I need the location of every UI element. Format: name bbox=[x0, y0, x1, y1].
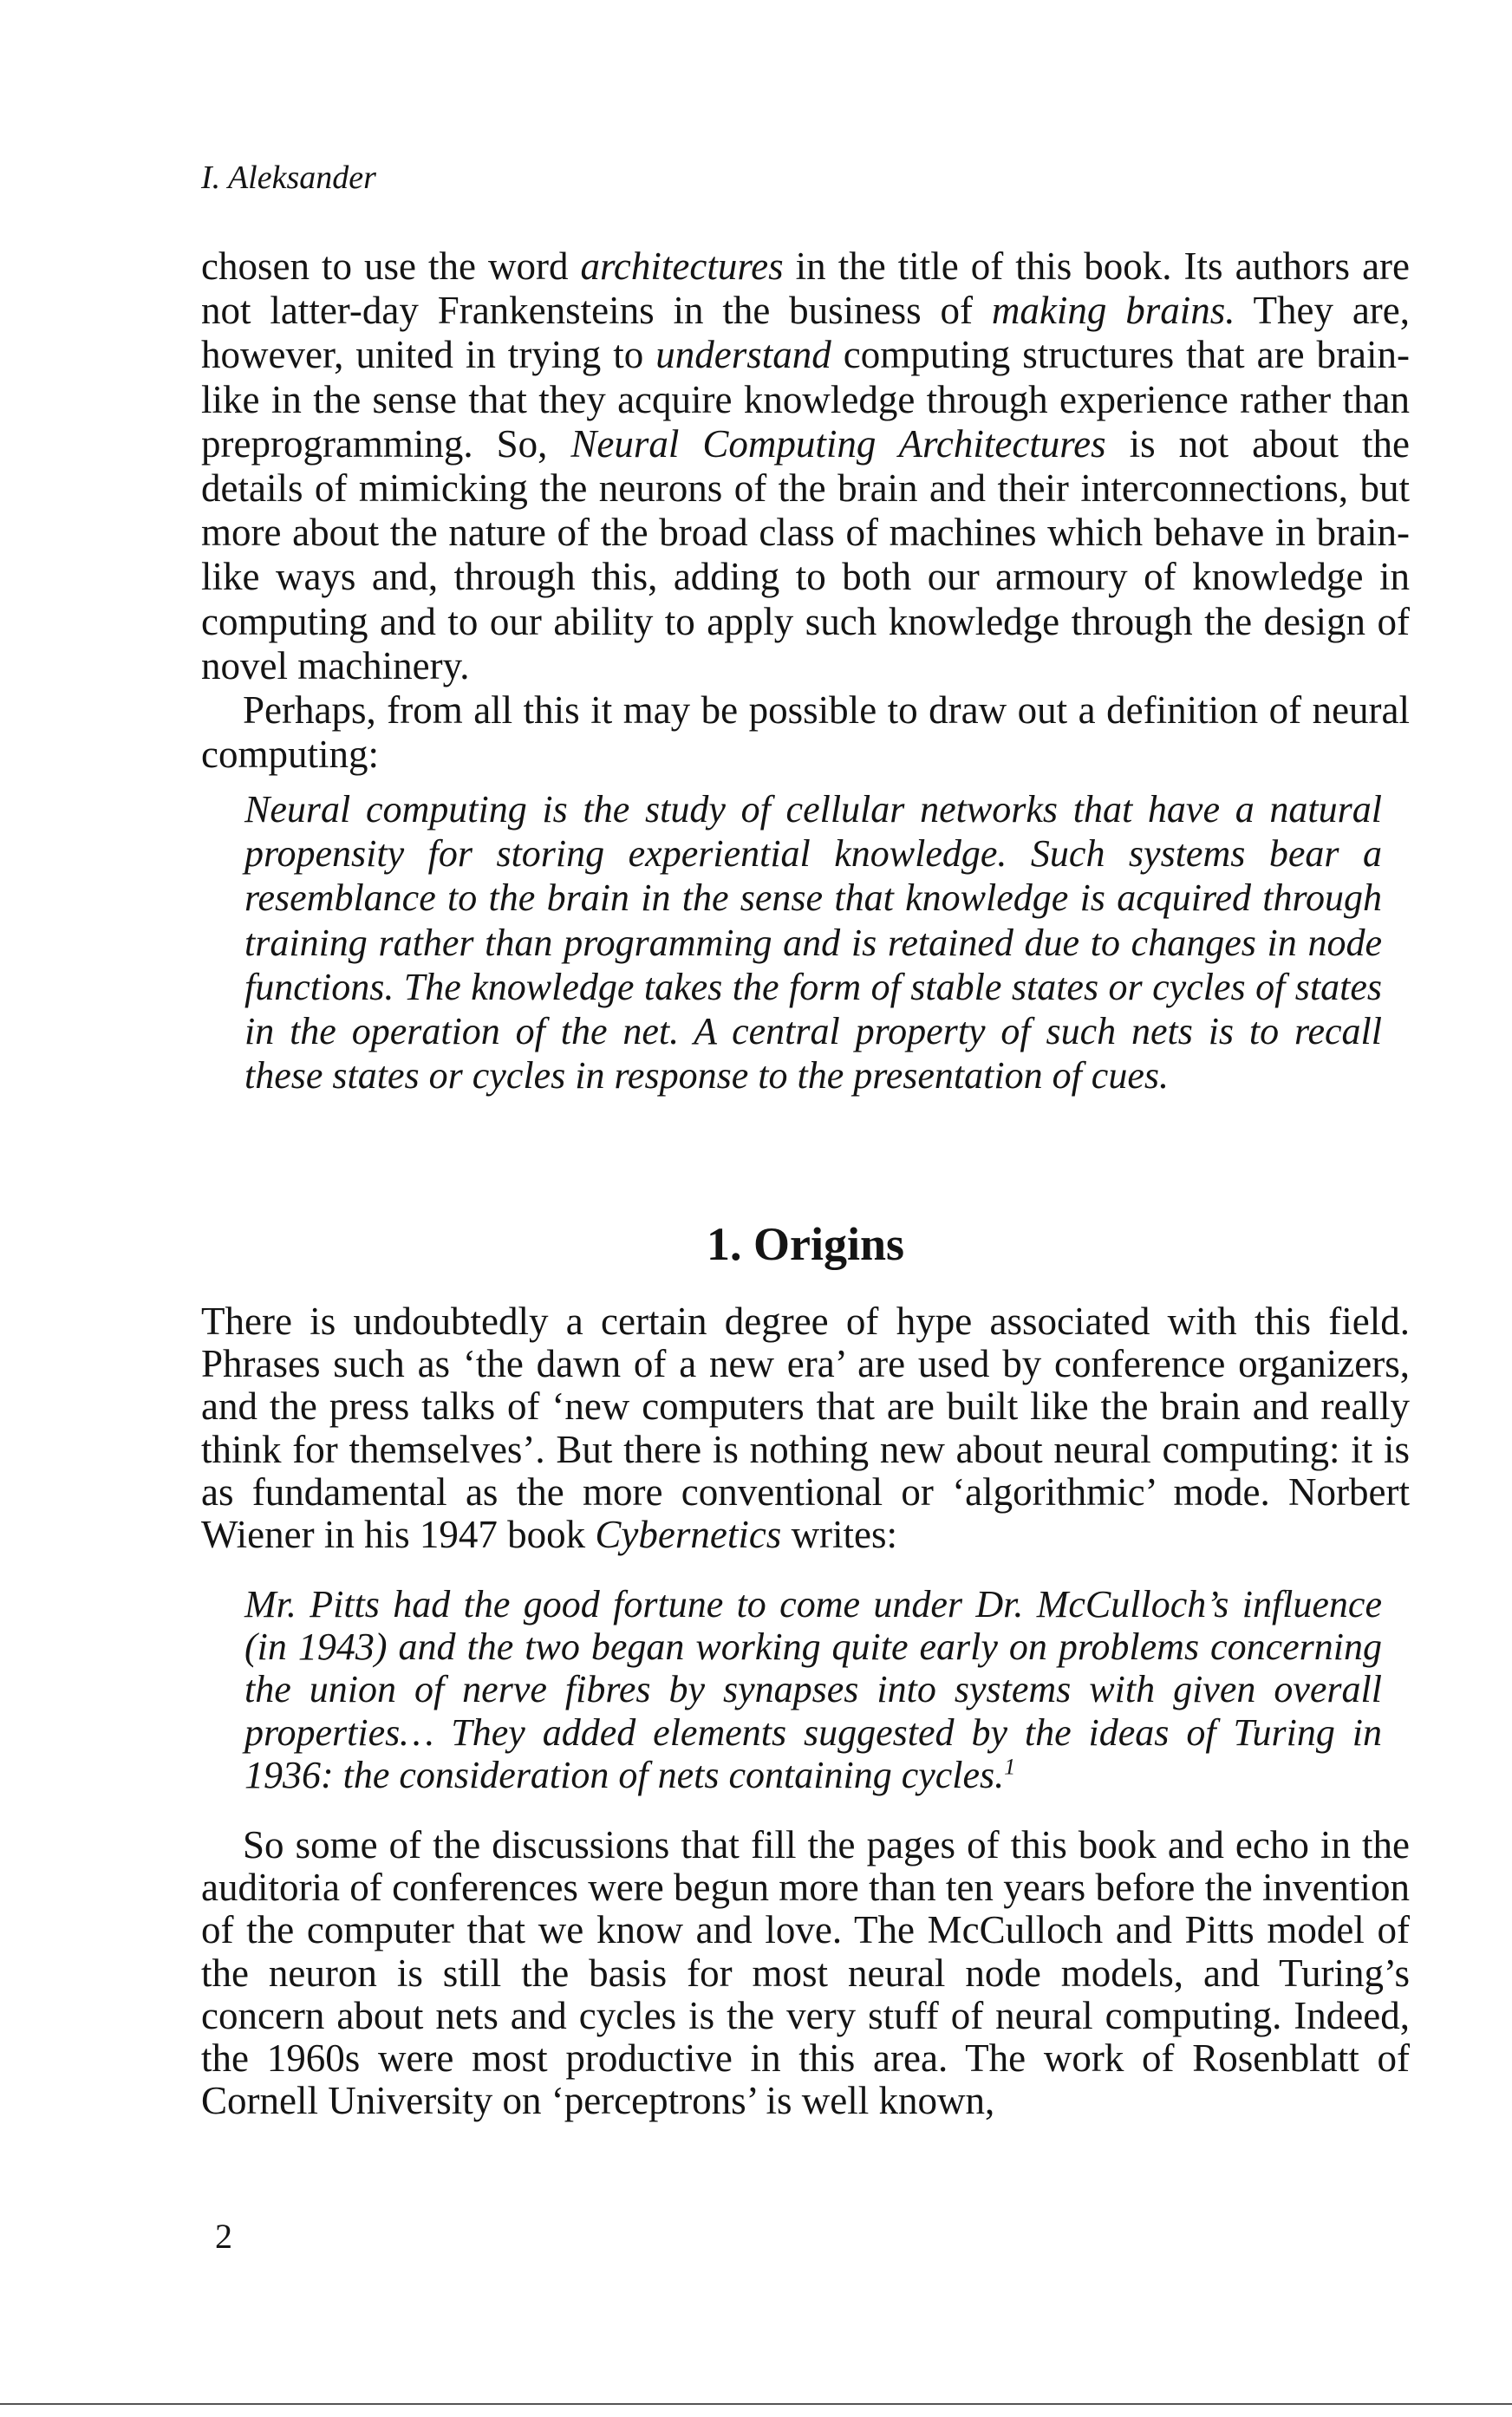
footnote-marker: 1 bbox=[1004, 1753, 1016, 1780]
emphasis-cybernetics: Cybernetics bbox=[595, 1513, 782, 1557]
bottom-edge-rule bbox=[0, 2403, 1512, 2405]
wiener-quote-text: Mr. Pitts had the good fortune to come under Dr. McCulloch’s influence (in 1943) and the two began working quite early on problems concerning the union of nerve fibres by synapses into systems with given overall properties… They added elements suggested by the ideas of Turing in 1936: the consideration of nets containing cycles. bbox=[244, 1583, 1382, 1796]
text-run: They are, however, united in trying to bbox=[201, 289, 1411, 377]
text-run: There is undoubtedly a certain degree of hype associated with this field. Phrases such as ‘the dawn of a new era’ are used by conference organizers, and the press talks of ‘new computers that are built like the brain and really think for themselves’. But there is nothing new about neural computing: it is as fundamental as the more conventional or ‘algorithmic’ mode. Norbert Wiener in his 1947 book bbox=[201, 1300, 1410, 1557]
page-number: 2 bbox=[215, 2217, 232, 2256]
paragraph-3 bbox=[201, 1300, 1410, 1556]
paragraph-4-text: So some of the discussions that fill the pages of this book and echo in the auditoria of conferences were begun more than ten years before the invention of the computer that we know and love. The McCulloch and Pitts model of the neuron is still the basis for most neural node models, and Turing’s concern about nets and cycles is the very stuff of neural computing. Indeed, the 1960s were most productive in this area. The work of Rosenblatt of Cornell University on ‘perceptrons’ is well known, bbox=[201, 1823, 1410, 2123]
definition-quote-text: Neural computing is the study of cellular networks that have a natural propensity for storing experiential knowledge. Such systems bear a resemblance to the brain in the sense that knowledge is acquired through training rather than programming and is retained due to changes in node functions. The knowledge takes the form of stable states or cycles of states in the operation of the net. A central property of such nets is to recall these states or cycles in response to the presentation of cues. bbox=[244, 788, 1382, 1098]
text-run: chosen to use the word bbox=[201, 244, 581, 288]
text-run: writes: bbox=[781, 1513, 898, 1557]
book-title-emphasis: Neural Computing Architectures bbox=[570, 421, 1106, 466]
section-heading: 1. Origins bbox=[706, 1218, 905, 1270]
definition-quote bbox=[244, 787, 1382, 1098]
paragraph-2-text: Perhaps, from all this it may be possible to draw out a definition of neural computing: bbox=[201, 688, 1410, 777]
text-run: computing structures that are brain-like in the sense that they acquire knowledge through experience rather than preprogramming. So, bbox=[201, 333, 1410, 466]
emphasis-architectures: architectures bbox=[580, 244, 784, 288]
emphasis-understand: understand bbox=[655, 333, 831, 377]
running-head: I. Aleksander bbox=[201, 160, 376, 196]
paragraph-1 bbox=[201, 244, 1410, 688]
wiener-quote bbox=[244, 1583, 1382, 1796]
text-run: is not about the details of mimicking the neurons of the brain and their interconnections, but more about the nature of the broad class of machines which behave in brain-like ways and, through this, adding to both our armoury of knowledge in computing and to our ability to apply such knowledge through the design of novel machinery. bbox=[201, 421, 1411, 687]
emphasis-making-brains: making brains. bbox=[991, 289, 1235, 333]
text-run: in the title of this book. Its authors are not latter-day Frankensteins in the business of bbox=[201, 244, 1411, 333]
paragraph-2 bbox=[201, 688, 1410, 777]
paragraph-4 bbox=[201, 1824, 1410, 2122]
